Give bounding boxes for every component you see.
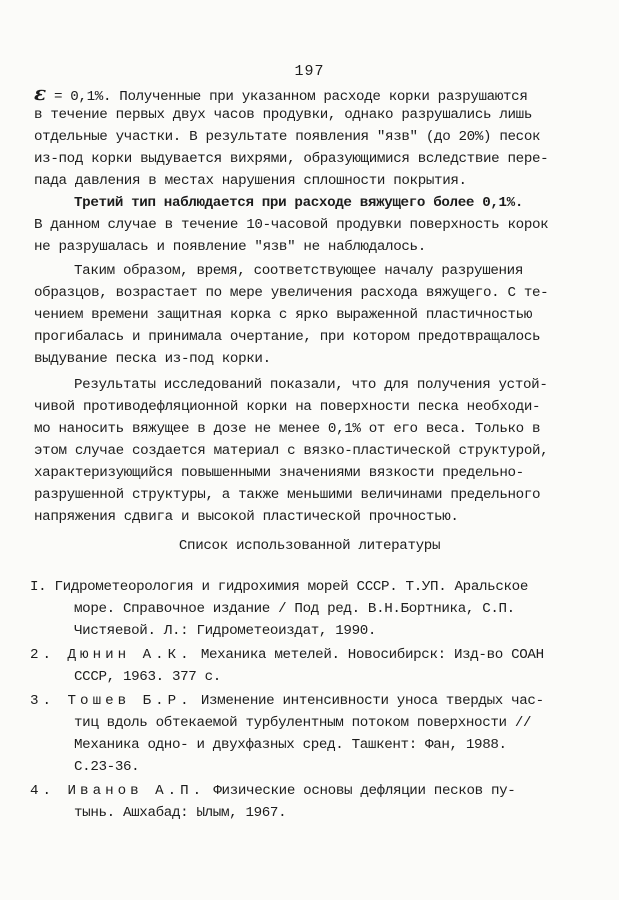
body-line-12: прогибалась и принимала очертание, при котором предотвращалось [34,329,541,345]
reference-3-line-3: Механика одно- и двухфазных сред. Ташкент: Фан, 1988. [74,737,507,753]
body-line-16: мо наносить вяжущее в дозе не менее 0,1% от его веса. Только в [34,421,541,437]
reference-4-title: Физические основы дефляции песков пу- [213,783,516,799]
reference-2-author: 2. Дюнин А.К. [30,647,193,663]
page-number: 197 [294,63,325,80]
body-line-2: в течение первых двух часов продувки, однако разрушались лишь [34,107,532,123]
reference-1-line-2: море. Справочное издание / Под ред. В.Н.Бортника, С.П. [74,601,515,617]
reference-3-author: 3. Тошев Б.Р. [30,693,193,709]
reference-1-line-3: Чистяевой. Л.: Гидрометеоиздат, 1990. [74,623,377,639]
body-line-18: характеризующийся повышенными значениями вязкости предельно- [34,465,524,481]
reference-3-line-4: С.23-36. [74,759,140,775]
body-line-15: чивой противодефляционной корки на поверхности песка необходи- [34,399,541,415]
body-line-9: Таким образом, время, соответствующее началу разрушения [74,263,524,279]
reference-4-line-1 [30,782,515,800]
body-line-13: выдувание песка из-под корки. [34,351,271,367]
body-line-1-text: = 0,1%. Полученные при указанном расходе корки разрушаются [53,89,528,105]
body-line-7: В данном случае в течение 10-часовой продувки поверхность корок [34,217,549,233]
body-line-8: не разрушалась и появление "язв" не наблюдалось. [34,239,426,255]
body-line-10: образцов, возрастает по мере увеличения расхода вяжущего. С те- [34,285,549,301]
reference-2-title: Механика метелей. Новосибирск: Изд-во СОАН [200,647,544,663]
body-line-19: разрушенной структуры, а также меньшими величинами предельного [34,487,541,503]
reference-3-line-2: тиц вдоль обтекаемой турбулентным потоком поверхности // [74,715,532,731]
body-line-5: пада давления в местах нарушения сплошности покрытия. [34,173,467,189]
body-line-20: напряжения сдвига и высокой пластической прочностью. [34,509,459,525]
body-line-11: чением времени защитная корка с ярко выраженной пластичностью [34,307,532,323]
body-line-17: этом случае создается материал с вязко-пластической структурой, [34,443,549,459]
reference-2-line-2: СССР, 1963. 377 с. [74,669,221,685]
reference-4-author: 4. Иванов А.П. [30,783,206,799]
body-line-1 [34,81,528,106]
body-line-14: Результаты исследований показали, что для получения устой- [74,377,548,393]
body-line-4: из-под корки выдувается вихрями, образующимися вследствие пере- [34,151,549,167]
epsilon-symbol: ε [34,81,46,105]
body-line-6: Третий тип наблюдается при расходе вяжущего более 0,1%. [74,195,524,211]
references-title: Список использованной литературы [178,538,441,554]
reference-4-line-2: тынь. Ашхабад: Ылым, 1967. [74,805,287,821]
reference-2-line-1 [30,646,544,664]
reference-3-line-1 [30,692,544,710]
body-line-3: отдельные участки. В результате появления "язв" (до 20%) песок [34,129,541,145]
reference-1-line-1: I. Гидрометеорология и гидрохимия морей СССР. Т.УП. Аральское [30,579,528,595]
reference-3-title: Изменение интенсивности уноса твердых час- [200,693,544,709]
